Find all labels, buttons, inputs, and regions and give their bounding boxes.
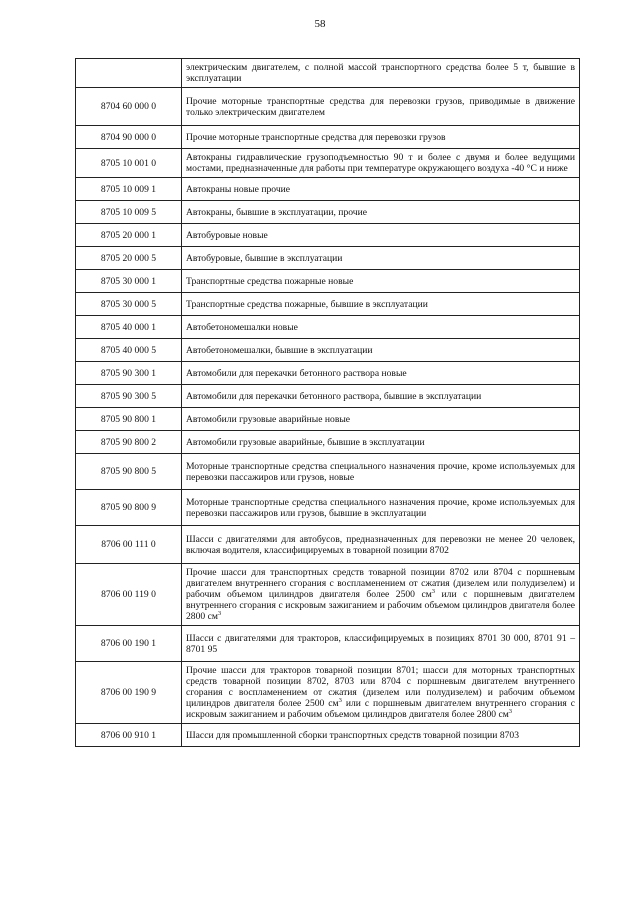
superscript-3: 3 <box>508 707 513 715</box>
code-cell: 8705 90 800 2 <box>76 431 182 454</box>
code-cell: 8706 00 190 9 <box>76 662 182 724</box>
table-row <box>76 270 580 293</box>
table-row <box>76 408 580 431</box>
code-cell: 8706 00 190 1 <box>76 626 182 662</box>
description-cell: Автобетономешалки новые <box>182 316 580 339</box>
description-cell: Автобетономешалки, бывшие в эксплуатации <box>182 339 580 362</box>
description-cell: Шасси для промышленной сборки транспортных средств товарной позиции 8703 <box>182 724 580 747</box>
description-text: Прочие шасси для тракторов товарной позиции 8701; шасси для моторных транспортных средств товарной позиции 8702, 8703 или 8704 с поршневым двигателем внутреннего сгорания с воспламенением от сжатия (дизелем или полудизелем) и рабочим объемом цилиндров двигателя более 2500 см <box>186 665 575 709</box>
description-cell <box>182 662 580 724</box>
description-text: или с поршневым двигателем внутреннего сгорания с искровым зажиганием и рабочим объемом цилиндров двигателя более 2800 см <box>186 698 575 720</box>
code-cell: 8705 10 001 0 <box>76 149 182 178</box>
table-row <box>76 178 580 201</box>
description-cell: Автобуровые, бывшие в эксплуатации <box>182 247 580 270</box>
code-cell <box>76 59 182 88</box>
code-cell: 8704 60 000 0 <box>76 88 182 126</box>
description-cell: Автомобили для перекачки бетонного раствора новые <box>182 362 580 385</box>
page-number: 58 <box>314 18 326 30</box>
description-cell: Шасси с двигателями для тракторов, классифицируемых в позициях 8701 30 000, 8701 91 – 8701 95 <box>182 626 580 662</box>
code-cell: 8705 10 009 1 <box>76 178 182 201</box>
code-cell: 8705 90 300 5 <box>76 385 182 408</box>
table-row <box>76 454 580 490</box>
code-cell: 8705 90 800 5 <box>76 454 182 490</box>
table-row <box>76 385 580 408</box>
code-cell: 8706 00 119 0 <box>76 564 182 626</box>
table-row <box>76 662 580 724</box>
table-row <box>76 224 580 247</box>
table-row <box>76 59 580 88</box>
table-row <box>76 149 580 178</box>
description-text: Прочие шасси для транспортных средств товарной позиции 8702 или 8704 с поршневым двигателем внутреннего сгорания с воспламенением от сжатия (дизелем или полудизелем) и рабочим объемом цилиндров двигателя более 2500 см <box>186 567 575 600</box>
code-cell: 8706 00 111 0 <box>76 526 182 564</box>
description-cell: Транспортные средства пожарные новые <box>182 270 580 293</box>
code-cell: 8705 20 000 5 <box>76 247 182 270</box>
description-cell: Автомобили для перекачки бетонного раствора, бывшие в эксплуатации <box>182 385 580 408</box>
code-cell: 8706 00 910 1 <box>76 724 182 747</box>
code-cell: 8705 10 009 5 <box>76 201 182 224</box>
code-cell: 8705 40 000 5 <box>76 339 182 362</box>
description-cell: Автокраны новые прочие <box>182 178 580 201</box>
description-cell: Автокраны гидравлические грузоподъемностью 90 т и более с двумя и более ведущими мостами, предназначенные для работы при температуре окружающего воздуха -40 °С и ниже <box>182 149 580 178</box>
code-cell: 8705 20 000 1 <box>76 224 182 247</box>
description-cell <box>182 564 580 626</box>
table-row <box>76 126 580 149</box>
code-cell: 8705 90 800 1 <box>76 408 182 431</box>
table-row <box>76 201 580 224</box>
table-row <box>76 247 580 270</box>
table-row <box>76 724 580 747</box>
table-row <box>76 431 580 454</box>
description-cell: Моторные транспортные средства специального назначения прочие, кроме используемых для перевозки пассажиров или грузов, новые <box>182 454 580 490</box>
table-row <box>76 362 580 385</box>
description-cell: электрическим двигателем, с полной массой транспортного средства более 5 т, бывшие в эксплуатации <box>182 59 580 88</box>
description-cell: Автомобили грузовые аварийные новые <box>182 408 580 431</box>
table-row <box>76 626 580 662</box>
code-cell: 8705 90 300 1 <box>76 362 182 385</box>
description-cell: Автомобили грузовые аварийные, бывшие в эксплуатации <box>182 431 580 454</box>
description-text: или с поршневым двигателем внутреннего сгорания с искровым зажиганием и рабочим объемом цилиндров двигателя более 2800 см <box>186 589 575 622</box>
code-cell: 8705 30 000 1 <box>76 270 182 293</box>
table-row <box>76 526 580 564</box>
description-cell: Шасси с двигателями для автобусов, предназначенных для перевозки не менее 20 человек, включая водителя, классифицируемых в товарной позиции 8702 <box>182 526 580 564</box>
superscript-3: 3 <box>431 587 436 595</box>
code-cell: 8705 40 000 1 <box>76 316 182 339</box>
description-cell: Прочие моторные транспортные средства для перевозки грузов <box>182 126 580 149</box>
table-row <box>76 490 580 526</box>
code-cell: 8704 90 000 0 <box>76 126 182 149</box>
tariff-code-table <box>75 58 580 747</box>
table-row <box>76 88 580 126</box>
table-row <box>76 339 580 362</box>
table-row <box>76 316 580 339</box>
superscript-3: 3 <box>217 609 222 617</box>
code-cell: 8705 90 800 9 <box>76 490 182 526</box>
table-row <box>76 564 580 626</box>
description-cell: Автобуровые новые <box>182 224 580 247</box>
code-cell: 8705 30 000 5 <box>76 293 182 316</box>
table-row <box>76 293 580 316</box>
superscript-3: 3 <box>338 696 342 704</box>
description-cell: Прочие моторные транспортные средства для перевозки грузов, приводимые в движение только электрическим двигателем <box>182 88 580 126</box>
description-cell: Транспортные средства пожарные, бывшие в эксплуатации <box>182 293 580 316</box>
description-cell: Автокраны, бывшие в эксплуатации, прочие <box>182 201 580 224</box>
description-cell: Моторные транспортные средства специального назначения прочие, кроме используемых для перевозки пассажиров или грузов, бывшие в эксплуатации <box>182 490 580 526</box>
